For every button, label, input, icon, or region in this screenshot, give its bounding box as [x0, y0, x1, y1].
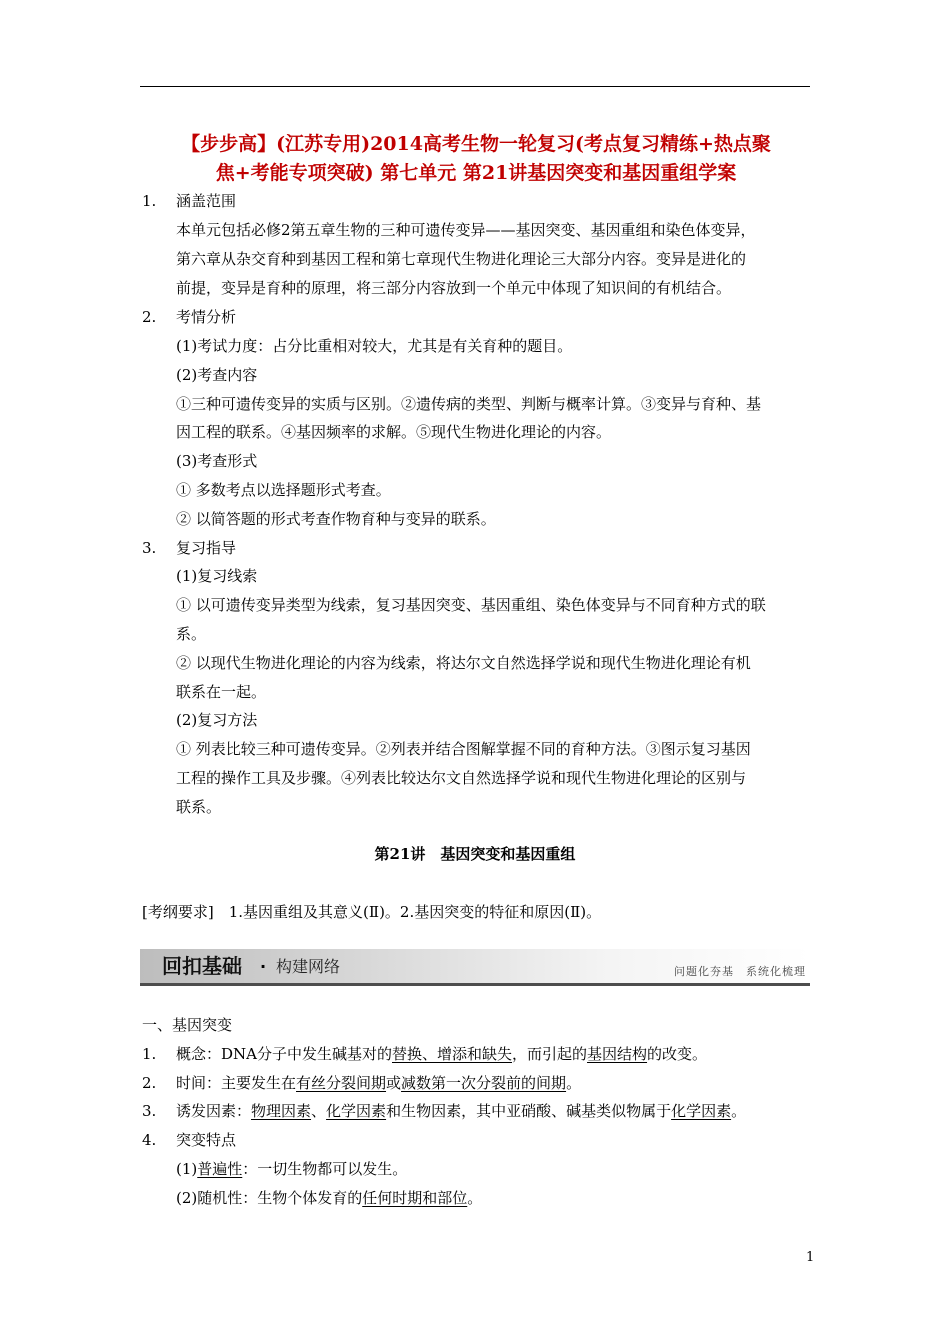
section-1-text: 前提，变异是育种的原理，将三部分内容放到一个单元中体现了知识间的有机结合。: [176, 279, 732, 297]
section-1-text: 本单元包括必修2第五章生物的三种可遗传变异——基因突变、基因重组和染色体变异，: [176, 221, 756, 239]
answer-blank: 物理因素: [251, 1102, 312, 1120]
section-2-text: ①三种可遗传变异的实质与区别。②遗传病的类型、判断与概率计算。③变异与育种、基: [176, 395, 762, 413]
answer-blank: 任何时期和部位: [362, 1189, 468, 1207]
text-span: 和生物因素，其中亚硝酸、碱基类似物属于: [386, 1102, 672, 1120]
section-3-text: ① 列表比较三种可遗传变异。②列表并结合图解掌握不同的育种方法。③图示复习基因: [176, 740, 751, 758]
text-span: 。: [731, 1102, 747, 1120]
item-2-text: [176, 1072, 581, 1094]
section-2-text: 因工程的联系。④基因频率的求解。⑤现代生物进化理论的内容。: [176, 423, 612, 441]
section-3-text: (1)复习线索: [176, 567, 258, 585]
section-3-text: 系。: [176, 625, 207, 643]
section-2-text: (2)考查内容: [176, 366, 258, 384]
section-3-text: ① 以可遗传变异类型为线索，复习基因突变、基因重组、染色体变异与不同育种方式的联: [176, 596, 766, 614]
item-3-text: [176, 1100, 746, 1122]
header-rule: [140, 86, 810, 87]
item-4-sub-2: [176, 1187, 482, 1209]
text-span: 。: [566, 1074, 582, 1092]
part-1-heading: 一、基因突变: [142, 1016, 233, 1034]
text-span: (2)随机性：生物个体发育的: [176, 1189, 363, 1207]
section-banner: [140, 949, 810, 986]
item-1-number: 1.: [142, 1045, 157, 1063]
section-2-text: ② 以简答题的形式考查作物育种与变异的联系。: [176, 510, 496, 528]
answer-blank: 减数第一次分裂前的间期: [401, 1074, 567, 1092]
item-3-number: 3.: [142, 1102, 157, 1120]
answer-blank: 化学因素: [326, 1102, 387, 1120]
answer-blank: 有丝分裂间期: [296, 1074, 387, 1092]
item-1-text: [176, 1043, 707, 1065]
text-span: (1): [176, 1160, 198, 1178]
section-1-text: 第六章从杂交育种到基因工程和第七章现代生物进化理论三大部分内容。变异是进化的: [176, 250, 747, 268]
text-span: 的改变。: [647, 1045, 708, 1063]
text-span: 概念：DNA分子中发生碱基对的: [176, 1045, 392, 1063]
text-span: 时间：主要发生在: [176, 1074, 297, 1092]
section-3-text: (2)复习方法: [176, 711, 258, 729]
answer-blank: 普遍性: [197, 1160, 243, 1178]
item-4-sub-1: [176, 1158, 407, 1180]
text-span: ，而引起的: [512, 1045, 588, 1063]
section-3-text: 工程的操作工具及步骤。④列表比较达尔文自然选择学说和现代生物进化理论的区别与: [176, 769, 747, 787]
item-4-number: 4.: [142, 1131, 157, 1149]
section-3-text: 联系。: [176, 798, 222, 816]
lecture-heading: 第21讲 基因突变和基因重组: [374, 845, 576, 863]
text-span: ：一切生物都可以发生。: [242, 1160, 408, 1178]
exam-requirements: [考纲要求] 1.基因重组及其意义(Ⅱ)。2.基因突变的特征和原因(Ⅱ)。: [142, 903, 602, 921]
section-2-text: ① 多数考点以选择题形式考查。: [176, 481, 391, 499]
section-1-heading: 涵盖范围: [176, 192, 237, 210]
document-title-line-2: 焦+考能专项突破) 第七单元 第21讲基因突变和基因重组学案: [215, 162, 737, 184]
section-2-text: (3)考查形式: [176, 452, 258, 470]
banner-underline: [140, 983, 810, 986]
section-3-text: 联系在一起。: [176, 683, 267, 701]
answer-blank: 化学因素: [671, 1102, 732, 1120]
section-3-heading: 复习指导: [176, 539, 237, 557]
text-span: 诱发因素：: [176, 1102, 252, 1120]
document-title-line-1: 【步步高】(江苏专用)2014高考生物一轮复习(考点复习精练+热点聚: [181, 133, 771, 155]
answer-blank: 替换、增添和缺失: [392, 1045, 513, 1063]
text-span: 或: [386, 1074, 402, 1092]
banner-title: 回扣基础: [162, 954, 242, 978]
section-2-heading: 考情分析: [176, 308, 237, 326]
item-4-heading: 突变特点: [176, 1131, 237, 1149]
page-number: 1: [806, 1250, 815, 1265]
banner-tagline: 问题化夯基 系统化梳理: [674, 965, 806, 978]
section-3-text: ② 以现代生物进化理论的内容为线索，将达尔文自然选择学说和现代生物进化理论有机: [176, 654, 751, 672]
text-span: 、: [311, 1102, 327, 1120]
section-3-number: 3.: [142, 539, 157, 557]
item-2-number: 2.: [142, 1074, 157, 1092]
answer-blank: 基因结构: [587, 1045, 648, 1063]
section-2-number: 2.: [142, 308, 157, 326]
section-2-text: (1)考试力度：占分比重相对较大，尤其是有关育种的题目。: [176, 337, 573, 355]
banner-separator: ·: [260, 957, 267, 976]
banner-subtitle: 构建网络: [276, 957, 341, 976]
text-span: 。: [467, 1189, 483, 1207]
section-1-number: 1.: [142, 192, 157, 210]
